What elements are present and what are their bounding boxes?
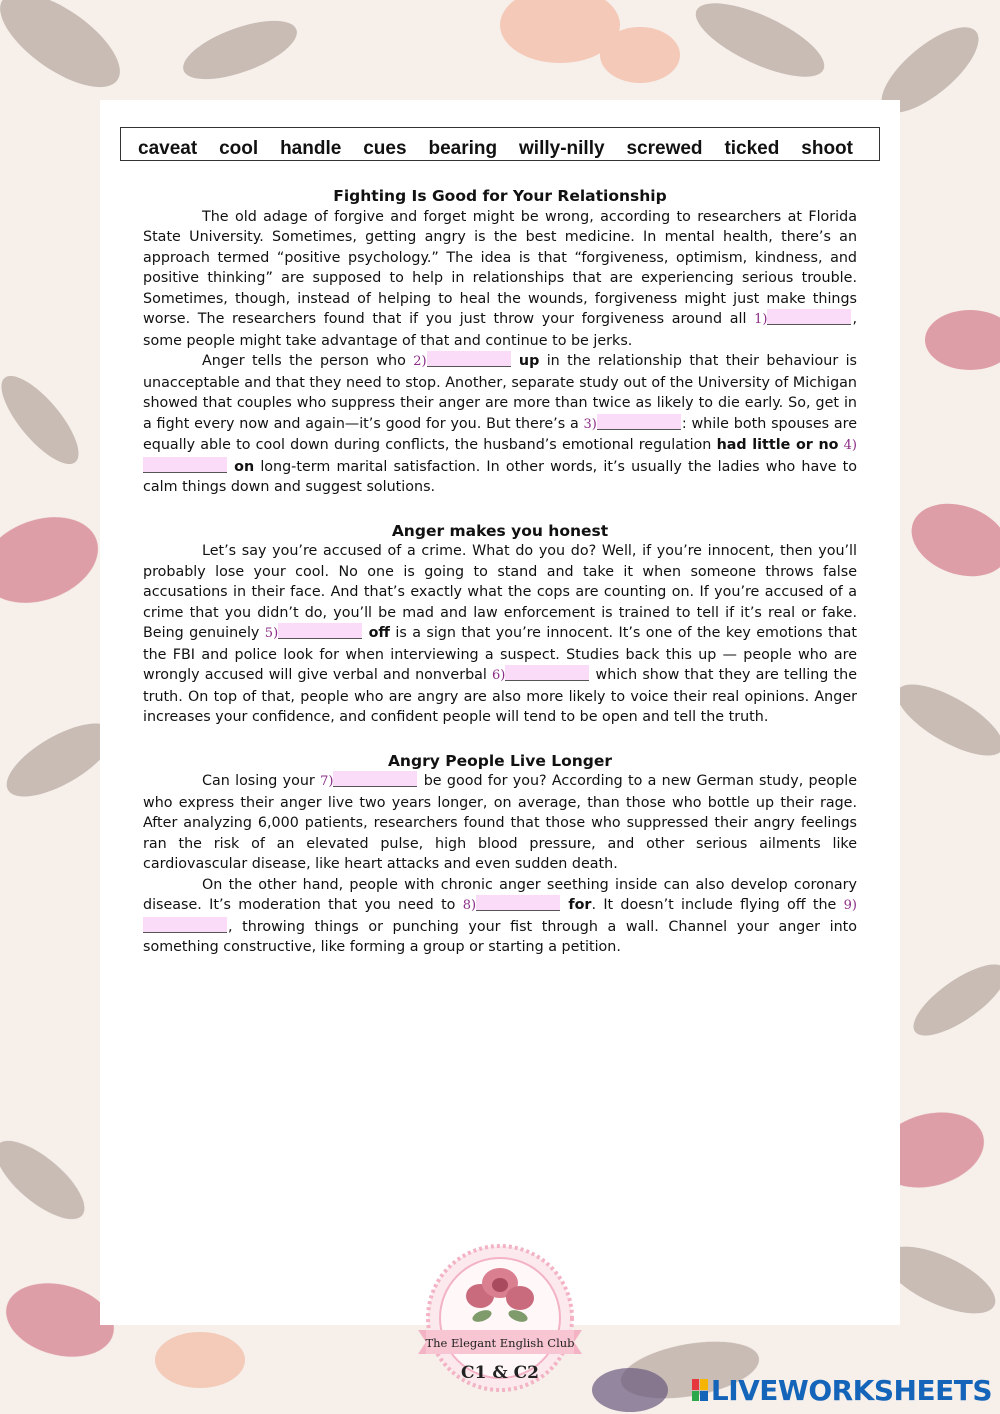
answer-blank-9[interactable] — [143, 917, 227, 933]
blank-number: 7) — [320, 774, 334, 789]
blank-number: 3) — [583, 416, 597, 432]
blank-number: 2) — [413, 354, 427, 369]
paragraph-text: , throwing things or punching your fist through a wall. Channel your anger into something constructive, like forming a group or starting a petition. — [143, 918, 857, 955]
answer-blank-2[interactable] — [427, 351, 511, 367]
word-bank-item: cues — [363, 138, 407, 159]
word-bank — [120, 127, 880, 161]
answer-blank-1[interactable] — [767, 309, 851, 325]
word-bank-item: screwed — [626, 138, 703, 159]
article — [143, 186, 857, 958]
section-title: Angry People Live Longer — [387, 751, 613, 770]
answer-blank-6[interactable] — [505, 665, 589, 681]
paragraph-text: , some people might take advantage of that and continue to be jerks. — [143, 311, 857, 349]
liveworksheets-logo — [692, 1373, 992, 1407]
answer-blank-8[interactable] — [476, 895, 560, 911]
paragraph-text: The old adage of forgive and forget might be wrong, according to researchers at Florida State University. Sometimes, getting angry is the best medicine. In mental health, there’s an approach termed “positive psychology.” The idea is that “forgiveness, optimism, kindness, and positive thinking” are supposed to help in relationships that are experiencing serious trouble. Sometimes, though, instead of helping to heal the wounds, forgiveness might just make things worse. The researchers found that if you just throw your forgiveness around all — [143, 208, 857, 327]
paragraph-text: is a sign that you’re innocent. It’s one of the key emotions that the FBI and police look for when interviewing a suspect. Studies back this up — people who are wrongly accused will give verbal and nonverbal — [143, 625, 858, 683]
word-bank-item: bearing — [428, 138, 498, 159]
bold-particle: off — [368, 625, 390, 641]
section-title: Fighting Is Good for Your Relationship — [333, 187, 667, 205]
paragraph-text: in the relationship that their behaviour is unacceptable and that they need to stop. Another, separate study out of the University of Michigan showed that couples who suppress their anger are more than twice as likely to die early. So, get in a fight every now and again—it’s good for you. But there’s a — [143, 353, 857, 432]
blank-number: 5) — [264, 626, 279, 641]
liveworksheets-icon — [692, 1379, 708, 1401]
paragraph — [143, 207, 857, 352]
badge-level: C1 & C2 — [461, 1363, 539, 1383]
paragraph — [143, 771, 857, 875]
badge-club-name: The Elegant English Club — [425, 1336, 575, 1350]
blank-number: 4) — [843, 438, 857, 453]
paragraph-text: long-term marital satisfaction. In other words, it’s usually the ladies who have to calm things down and suggest solutions. — [143, 458, 857, 495]
liveworksheets-wordmark: LIVEWORKSHEETS — [710, 1373, 992, 1407]
word-bank-item: ticked — [724, 138, 780, 159]
paragraph-text: which show that they are telling the truth. On top of that, people who are angry are also more likely to voice their real opinions. Anger increases your confidence, and confident people will tend to be open and tell the truth. — [143, 667, 857, 725]
paragraph-text: . It doesn’t include flying off the — [591, 897, 844, 913]
blank-number: 1) — [754, 312, 768, 327]
word-bank-item: shoot — [801, 138, 853, 159]
word-bank-item: handle — [280, 138, 342, 159]
paragraph-text: Can losing your — [202, 773, 321, 789]
paragraph — [143, 875, 857, 958]
bold-particle: for — [568, 897, 592, 913]
bold-phrase: had little or no — [716, 437, 839, 453]
answer-blank-5[interactable] — [278, 623, 362, 639]
answer-blank-7[interactable] — [333, 771, 417, 787]
paragraph-text: Anger tells the person who — [202, 353, 414, 369]
word-bank-item: cool — [219, 138, 259, 159]
blank-number: 6) — [492, 668, 506, 683]
blank-number: 9) — [843, 898, 857, 913]
paragraph-text: Let’s say you’re accused of a crime. What do you do? Well, if you’re innocent, then you’ll probably lose your cool. No one is going to stand and take it when someone throws false accusations in their face. And that’s exactly what the cops are counting on. If you’re accused of a crime that you didn’t do, you’ll be mad and law enforcement is trained to tell if it’s real or fake. Being genuinely — [143, 543, 857, 641]
paragraph — [143, 541, 857, 728]
word-bank-item: willy-nilly — [519, 138, 605, 159]
section-title: Anger makes you honest — [391, 521, 609, 540]
club-badge — [418, 1238, 582, 1414]
blank-number: 8) — [462, 898, 477, 913]
answer-blank-3[interactable] — [597, 414, 681, 430]
bold-particle: up — [518, 353, 540, 369]
bold-particle: on — [234, 458, 255, 475]
paragraph-text: be good for you? According to a new German study, people who express their anger live two years longer, on average, than those who bottle up their rage. After analyzing 6,000 patients, researchers found that those who suppressed their angry feelings ran the risk of an elevated pulse, high blood pressure, and other serious ailments like cardiovascular disease, like heart attacks and even sudden death. — [143, 773, 857, 872]
word-bank-item: caveat — [138, 138, 198, 159]
paragraph — [143, 351, 857, 498]
answer-blank-4[interactable] — [143, 457, 227, 473]
paragraph-text: : while both spouses are equally able to cool down during conflicts, the husband’s emotional regulation — [143, 415, 858, 453]
paragraph-text: On the other hand, people with chronic anger seething inside can also develop coronary disease. It’s moderation that you need to — [143, 876, 857, 913]
